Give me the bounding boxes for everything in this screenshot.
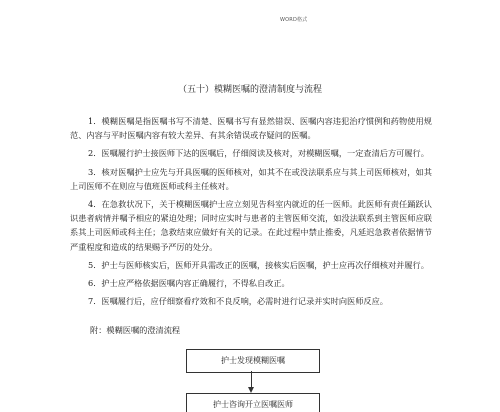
flowchart-step-1: 护士发现模糊医嘱 <box>186 349 320 373</box>
paragraph-5: 5．护士与医师核实后，医师开具需改正的医嘱，接核实后医嘱，护士应再次仔细核对并履行。 <box>88 259 429 270</box>
header-label: WORD格式 <box>280 17 308 23</box>
paragraph-7: 7．医嘱履行后，应仔细察看疗效和不良反响，必需时进行记录并实时向医师反应。 <box>88 296 388 307</box>
flowchart-arrow-line <box>251 371 252 388</box>
flowchart-step-2: 护士咨询开立医嘱医师 <box>186 393 320 412</box>
paragraph-6: 6．护士应严格依据医嘱内容正确履行，不得私自改正。 <box>88 278 290 289</box>
attachment-label: 附：模糊医嘱的澄清流程 <box>90 325 181 335</box>
paragraph-2: 2．医嘱履行护士接医师下达的医嘱后，仔细阅读及核对，对模糊医嘱，一定查清后方可履行。 <box>88 148 429 159</box>
paragraph-3: 3．核对医嘱护士应先与开具医嘱的医师核对，如其不在或没法联系应与其上司医师核对，如其上司医师不在则应与值班医师或科主任核对。 <box>70 166 432 191</box>
document-title: （五十）模糊医嘱的澄清制度与流程 <box>177 85 322 95</box>
paragraph-4: 4．在急救状况下，关于模糊医嘱护士应立刻见告科室内就近的任一医师。此医师有责任踊跃认识患者病情并嘱予相应的紧迫处理；同时应实时与患者的主管医师交流，如没法联系到主管医师应联系其上司医师或科主任；急救结束应做好有关的记录。在此过程中禁止推委，凡延迟急救者依据情节严重程度和造成的结果赐予严厉的处分。 <box>70 199 432 252</box>
paragraph-1: 1．模糊医嘱是指医嘱书写不清楚、医嘱书写有显然错误、医嘱内容违犯治疗惯例和药物使用规范、内容与平时医嘱内容有较大差异、有其余错误或存疑问的医嘱。 <box>70 116 432 141</box>
document-body <box>70 114 432 312</box>
